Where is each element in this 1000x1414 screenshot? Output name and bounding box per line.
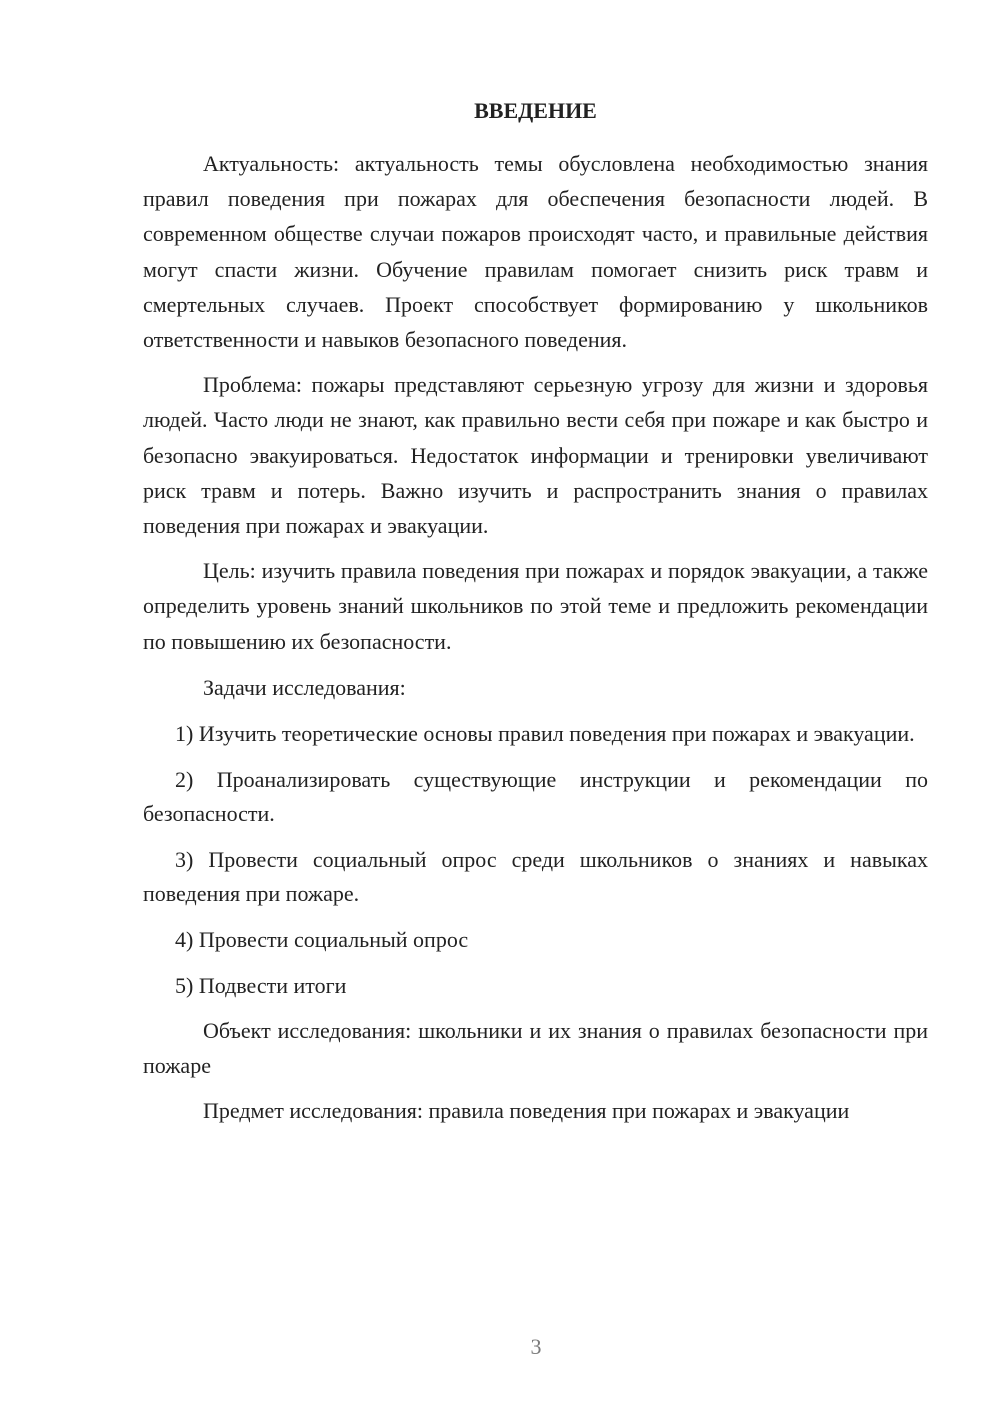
relevance-paragraph: Актуальность: актуальность темы обусловлена необходимостью знания правил поведения при пожарах для обеспечения безопасности людей. В современном обществе случаи пожаров происходят часто, и правильные действия могут спасти жизни. Обучение правилам помогает снизить риск травм и смертельных случаев. Проект способствует формированию у школьников ответственности и навыков безопасного поведения. [143, 151, 928, 353]
task-item-5: 5) Подвести итоги [175, 972, 347, 998]
task-item-1: 1) Изучить теоретические основы правил поведения при пожарах и эвакуации. [175, 720, 915, 746]
tasks-heading: Задачи исследования: [203, 674, 406, 700]
page-number: 3 [530, 1334, 542, 1359]
goal-paragraph: Цель: изучить правила поведения при пожарах и порядок эвакуации, а также определить уровень знаний школьников по этой теме и предложить рекомендации по повышению их безопасности. [143, 558, 928, 654]
task-item-3: 3) Провести социальный опрос среди школьников о знаниях и навыках поведения при пожаре. [143, 846, 928, 906]
page-content [143, 96, 928, 1128]
subject-paragraph: Предмет исследования: правила поведения при пожарах и эвакуации [203, 1098, 850, 1124]
problem-paragraph: Проблема: пожары представляют серьезную угрозу для жизни и здоровья людей. Часто люди не знают, как правильно вести себя при пожаре и как быстро и безопасно эвакуироваться. Недостаток информации и тренировки увеличивают риск травм и потерь. Важно изучить и распространить знания о правилах поведения при пожарах и эвакуации. [143, 372, 928, 539]
object-paragraph: Объект исследования: школьники и их знания о правилах безопасности при пожаре [143, 1017, 928, 1079]
task-item-4: 4) Провести социальный опрос [175, 926, 469, 952]
task-item-2: 2) Проанализировать существующие инструкции и рекомендации по безопасности. [143, 766, 928, 826]
page-title: ВВЕДЕНИЕ [474, 98, 597, 123]
